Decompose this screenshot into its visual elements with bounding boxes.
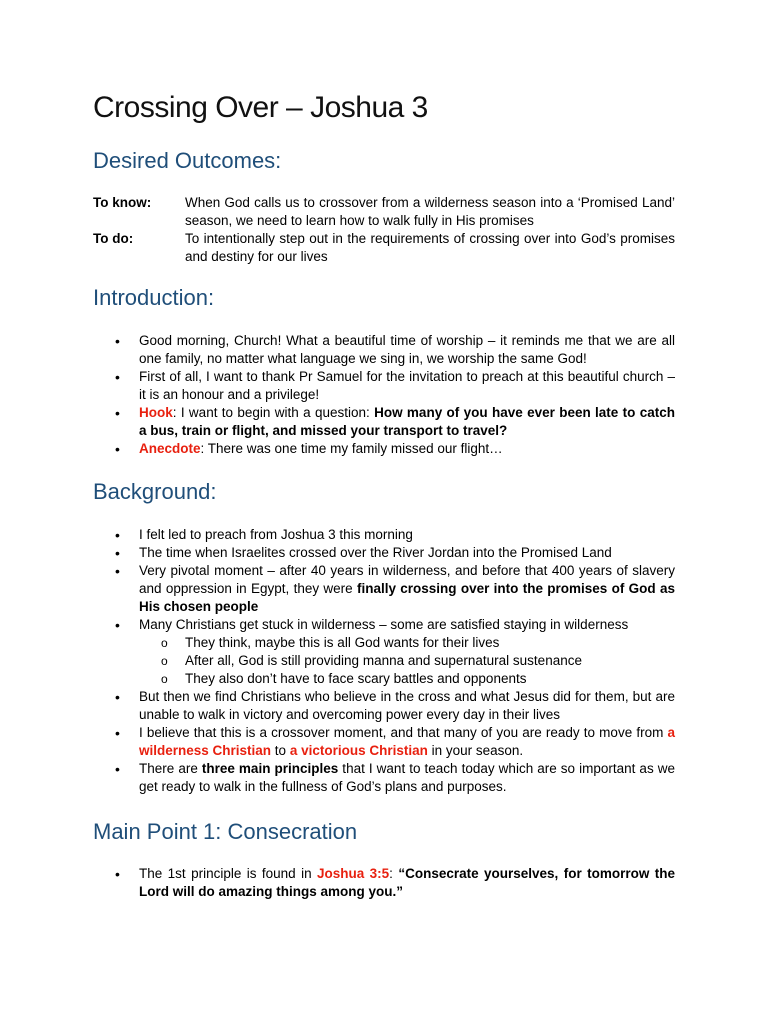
background-item-bold: finally crossing over into the promises of God as His chosen people [139,581,675,614]
list-item [93,544,675,562]
background-item-text: There are [139,761,202,776]
anecdote-text: : There was one time my family missed our flight… [200,441,503,456]
sub-list-item [139,652,675,670]
sub-item-text: They think, maybe this is all God wants for their lives [185,635,500,650]
list-item [93,562,675,616]
list-item [93,526,675,544]
scripture-reference: Joshua 3:5 [316,866,390,881]
main-point-1-list [93,865,675,901]
to-do-text: To intentionally step out in the requirements of crossing over into God’s promises and destiny for our lives [185,231,675,264]
sub-item-text: After all, God is still providing manna and supernatural sustenance [185,653,582,668]
background-item-text: to [271,743,290,758]
background-item-text: I felt led to preach from Joshua 3 this morning [139,527,413,542]
to-do-row [93,230,675,266]
page-title: Crossing Over – Joshua 3 [93,91,428,124]
list-item [93,865,675,901]
list-item [93,440,675,458]
sub-list-item [139,670,675,688]
main-point-item-text: : [389,866,399,881]
to-know-label: To know: [93,195,152,210]
background-item-text: Very pivotal moment – after 40 years in wilderness, and before that 400 years of slavery and oppression in Egypt, they were [139,563,675,596]
to-do-label: To do: [93,231,134,246]
intro-item-text: Good morning, Church! What a beautiful time of worship – it reminds me that we are all one family, no matter what language we sing in, we worship the same God! [139,333,675,366]
to-know-row [93,194,675,230]
main-point-item-text: The 1st principle is found in [139,866,317,881]
background-item-text: But then we find Christians who believe in the cross and what Jesus did for them, but are unable to walk in victory and overcoming power every day in their lives [139,689,675,722]
background-item-text: Many Christians get stuck in wilderness – some are satisfied staying in wilderness [139,617,629,632]
victorious-christian-emphasis: a victorious Christian [289,743,428,758]
introduction-list [93,332,675,458]
main-point-1-heading: Main Point 1: Consecration [93,819,358,844]
hook-question: How many of you have ever been late to catch a bus, train or flight, and missed your transport to travel? [139,405,675,438]
list-item [93,368,675,404]
hook-label: Hook [139,405,173,420]
list-item [93,332,675,368]
desired-outcomes-heading: Desired Outcomes: [93,148,282,173]
list-item [93,724,675,760]
background-item-bold: three main principles [201,761,339,776]
to-know-text: When God calls us to crossover from a wilderness season into a ‘Promised Land’ season, we need to learn how to walk fully in His promises [185,195,675,228]
list-item [93,760,675,796]
background-heading: Background: [93,479,217,504]
background-item-text: I believe that this is a crossover moment, and that many of you are ready to move from [139,725,668,740]
hook-text: : I want to begin with a question: [172,405,375,420]
background-item-text: that I want to teach today which are so important as we get ready to walk in the fullness of God’s plans and purposes. [139,761,675,794]
background-item-text: The time when Israelites crossed over the River Jordan into the Promised Land [139,545,612,560]
outcomes-table [93,194,675,266]
background-list [93,526,675,796]
sub-list [139,634,675,688]
background-item-text: in your season. [427,743,524,758]
sub-item-text: They also don’t have to face scary battles and opponents [185,671,527,686]
intro-item-text: First of all, I want to thank Pr Samuel for the invitation to preach at this beautiful church – it is an honour and a privilege! [139,369,675,402]
scripture-quote: “Consecrate yourselves, for tomorrow the Lord will do amazing things among you.” [139,866,675,899]
list-item [93,688,675,724]
wilderness-christian-emphasis: a wilderness Christian [139,725,675,758]
anecdote-label: Anecdote [139,441,201,456]
sub-list-item [139,634,675,652]
list-item [93,616,675,688]
introduction-heading: Introduction: [93,285,215,310]
list-item [93,404,675,440]
